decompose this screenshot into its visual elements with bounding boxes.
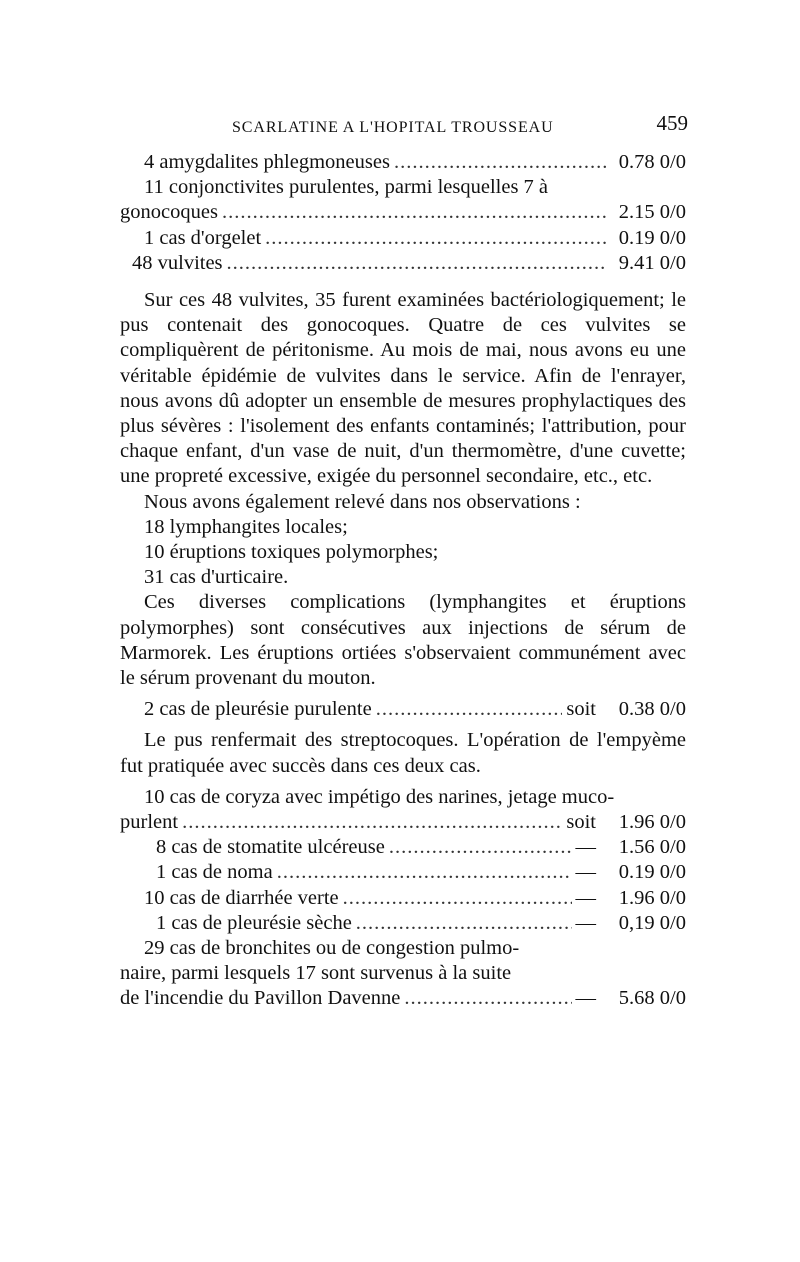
leader-dots [277, 860, 572, 885]
list-item: de l'incendie du Pavillon Davenne ..... — 5.68 0/0 [120, 986, 686, 1011]
list-item: gonocoques ..... 2.15 0/0 [120, 200, 686, 225]
list-item: 1 cas de noma ..... — 0.19 0/0 [120, 860, 686, 885]
leader-dots [182, 810, 562, 835]
leader-dots [343, 886, 572, 911]
leader-dots [394, 150, 606, 175]
complications-list-2 [120, 785, 686, 1012]
leader-dots [376, 697, 563, 722]
list-item: 8 cas de stomatite ulcéreuse ..... — 1.56 0/0 [120, 835, 686, 860]
list-item: purlent ..... soit 1.96 0/0 [120, 810, 686, 835]
paragraph-vulvites: Sur ces 48 vulvites, 35 furent examinées bactériologiquement; le pus contenait des gonocoques. Quatre de ces vulvites se compliquèrent de péritonisme. Au mois de mai, nous avons eu une véritable épidémie de vulvites dans le service. Afin de l'enrayer, nous avons dû adopter un ensemble de mesures prophylactiques des plus sévères : l'isolement des enfants contaminés; l'attribution, pour chaque enfant, d'un vase de nuit, d'un thermomètre, d'une cuvette; une propreté excessive, exigée du personnel secondaire, etc., etc. [120, 288, 686, 488]
paragraph-intro: Nous avons également relevé dans nos observations : [144, 490, 581, 513]
complications-list [120, 150, 686, 276]
list-item-line: 29 cas de bronchites ou de congestion pulmo- [144, 936, 520, 959]
list-item-line: 11 conjonctivites purulentes, parmi lesquelles 7 à [144, 176, 549, 199]
list-item: 2 cas de pleurésie purulente ..... soit 0.38 0/0 [120, 697, 686, 722]
list-item: 1 cas de pleurésie sèche ..... — 0,19 0/0 [120, 911, 686, 936]
list-item: 18 lymphangites locales; [144, 515, 348, 538]
leader-dots [227, 251, 606, 276]
list-item: 10 cas de diarrhée verte ..... — 1.96 0/0 [120, 886, 686, 911]
book-page [120, 112, 686, 1012]
list-item: 10 éruptions toxiques polymorphes; [144, 540, 439, 563]
list-item: 31 cas d'urticaire. [144, 566, 289, 589]
page-number: 459 [656, 111, 688, 135]
leader-dots [356, 911, 572, 936]
leader-dots [404, 986, 571, 1011]
list-item-line: naire, parmi lesquels 17 sont survenus à la suite [120, 962, 512, 985]
list-item: 4 amygdalites phlegmoneuses ..... 0.78 0/0 [120, 150, 686, 175]
leader-dots [389, 835, 572, 860]
leader-dots [265, 226, 606, 251]
running-title: SCARLATINE A L'HOPITAL TROUSSEAU [232, 119, 554, 136]
paragraph-serum: Ces diverses complications (lymphangites et éruptions polymorphes) sont consécutives aux injections de sérum de Marmorek. Les éruptions ortiées s'observaient communément avec le sérum provenant du mouton. [120, 591, 686, 689]
list-item: 1 cas d'orgelet ..... 0.19 0/0 [120, 226, 686, 251]
page-header [120, 112, 686, 138]
list-item: 48 vulvites ..... 9.41 0/0 [120, 251, 686, 276]
leader-dots [222, 200, 606, 225]
paragraph-empyeme: Le pus renfermait des streptocoques. L'opération de l'empyème fut pratiquée avec succès dans ces deux cas. [120, 729, 686, 777]
list-item-line: 10 cas de coryza avec impétigo des narines, jetage muco- [144, 785, 615, 808]
